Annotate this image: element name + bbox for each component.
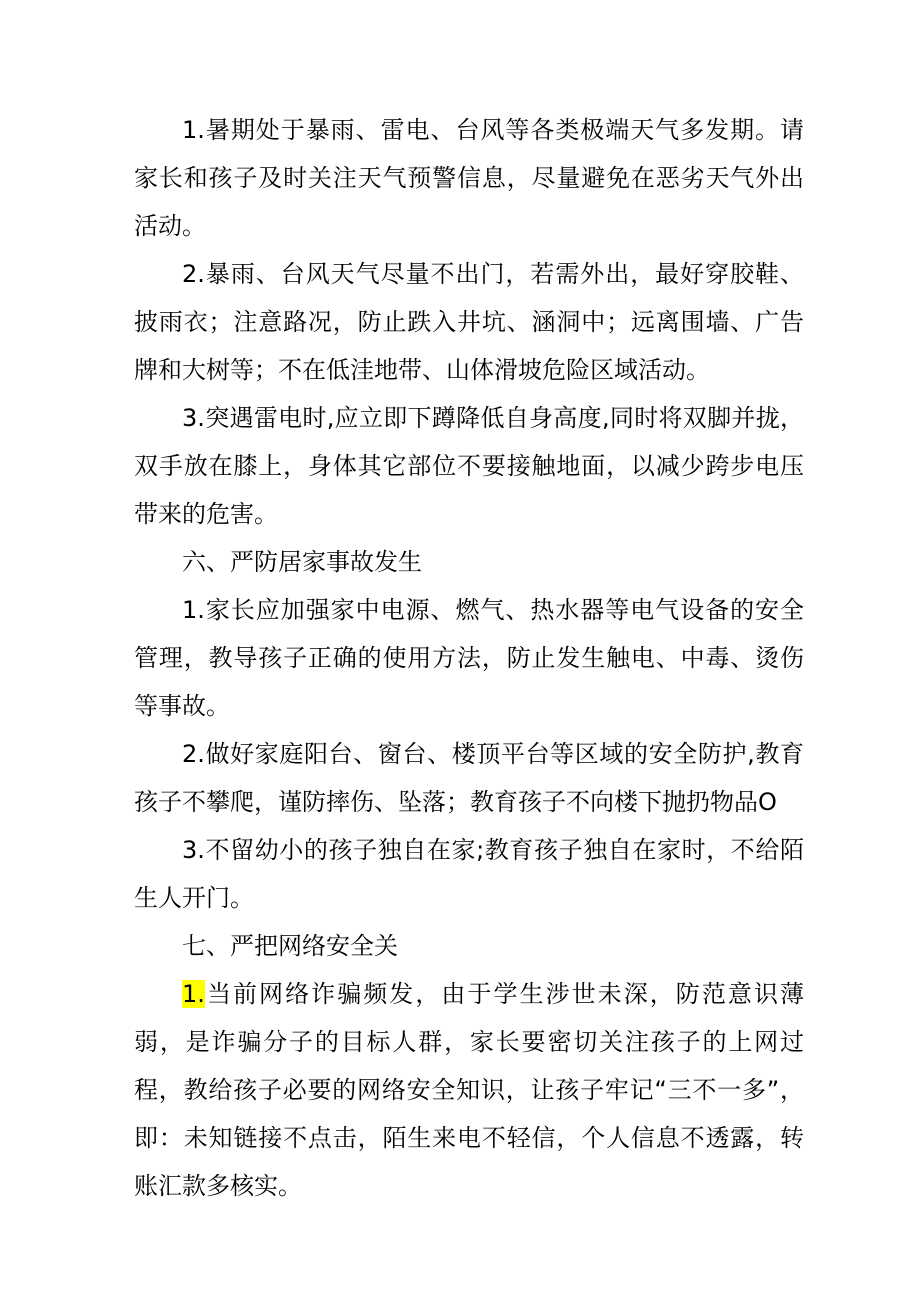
item-number: 2 — [182, 260, 198, 288]
paragraph-5-1 — [134, 106, 804, 250]
paragraph-7-1 — [134, 970, 804, 1210]
section-heading-6: 六、严防居家事故发生 — [182, 548, 422, 576]
paragraph-text: .暴雨、台风天气尽量不出门，若需外出，最好穿胶鞋、披雨衣；注意路况，防止跌入井坑、涵洞中；远离围墙、广告牌和大树等；不在低洼地带、山体滑坡危险区域活动。 — [134, 260, 804, 384]
section-heading-7: 七、严把网络安全关 — [182, 932, 398, 960]
paragraph-6-1 — [134, 586, 804, 730]
paragraph-6-3 — [134, 826, 804, 922]
item-number: 3 — [182, 404, 198, 432]
paragraph-5-2 — [134, 250, 804, 394]
paragraph-text: .做好家庭阳台、窗台、楼顶平台等区域的安全防护,教育孩子不攀爬，谨防摔伤、坠落；教育孩子不向楼下抛扔物品O — [134, 740, 804, 816]
document-body — [134, 106, 804, 1210]
item-number: 2 — [182, 740, 198, 768]
highlighted-item-number: 1. — [182, 980, 205, 1008]
paragraph-6-2 — [134, 730, 804, 826]
paragraph-text: .突遇雷电时,应立即下蹲降低自身高度,同时将双脚并拢，双手放在膝上，身体其它部位不要接触地面，以减少跨步电压带来的危害。 — [134, 404, 804, 528]
item-number: 1 — [182, 116, 198, 144]
item-number: 1 — [182, 596, 198, 624]
paragraph-text: .暑期处于暴雨、雷电、台风等各类极端天气多发期。请家长和孩子及时关注天气预警信息，尽量避免在恶劣天气外出活动。 — [134, 116, 804, 240]
paragraph-text: .家长应加强家中电源、燃气、热水器等电气设备的安全管理，教导孩子正确的使用方法，防止发生触电、中毒、烫伤等事故。 — [134, 596, 804, 720]
paragraph-text: .不留幼小的孩子独自在家;教育孩子独自在家时，不给陌生人开门。 — [134, 836, 804, 912]
paragraph-5-3 — [134, 394, 804, 538]
item-number: 3 — [182, 836, 198, 864]
paragraph-text: 当前网络诈骗频发，由于学生涉世未深，防范意识薄弱，是诈骗分子的目标人群，家长要密切关注孩子的上网过程，教给孩子必要的网络安全知识，让孩子牢记“三不一多”，即：未知链接不点击，陌生来电不轻信，个人信息不透露，转账汇款多核实。 — [134, 980, 804, 1200]
